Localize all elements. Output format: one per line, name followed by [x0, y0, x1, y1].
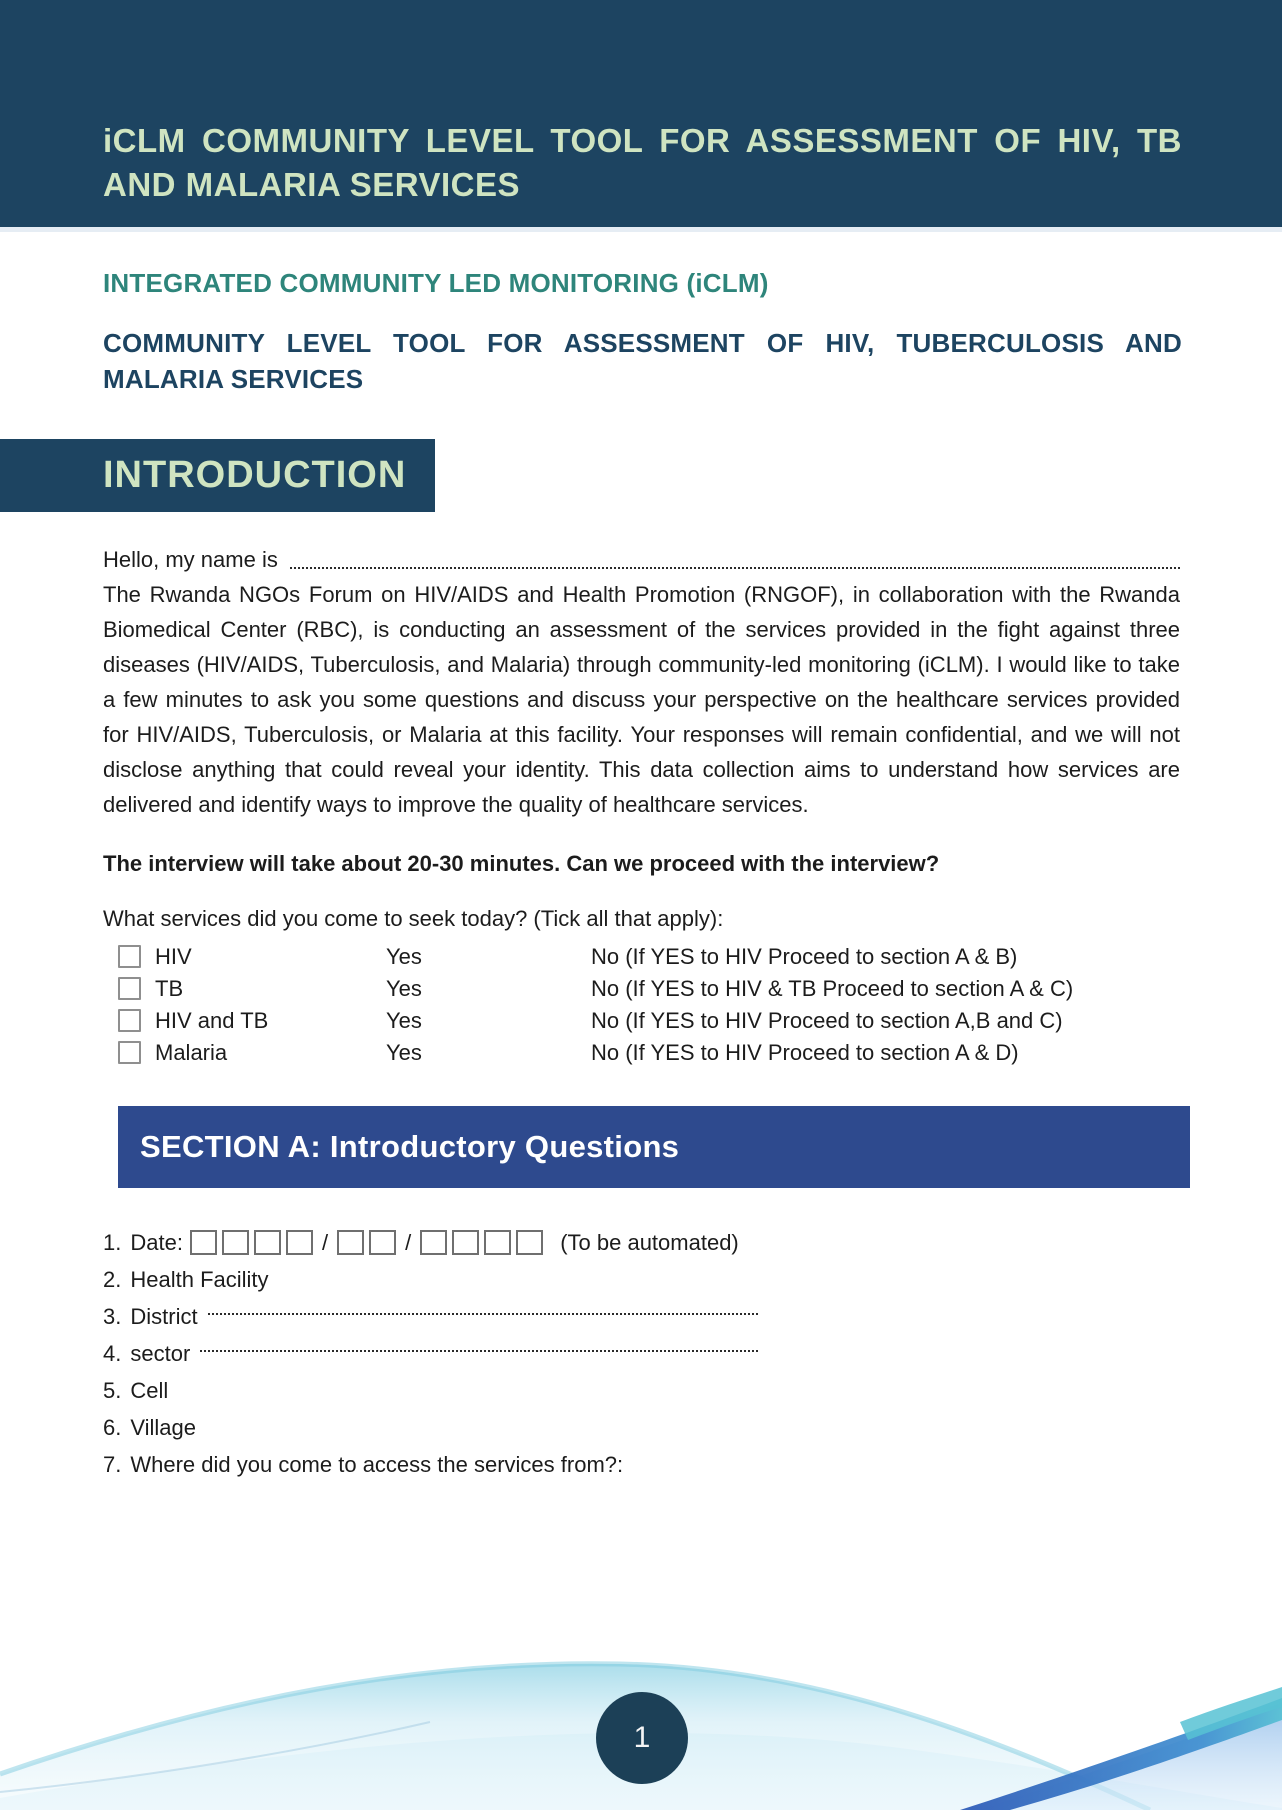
page-number-badge [596, 1692, 688, 1784]
date-box[interactable] [337, 1230, 364, 1255]
date-box[interactable] [254, 1230, 281, 1255]
service-row-malaria [103, 1036, 1180, 1068]
question-cell: 5. Cell [103, 1377, 169, 1403]
introduction-body [103, 542, 1180, 1068]
question-date: 1. Date: / / (To be automated) [103, 1229, 739, 1255]
service-label: TB [155, 975, 184, 1001]
subtitle-program: INTEGRATED COMMUNITY LED MONITORING (iCLM) [103, 268, 769, 298]
salutation-text: Hello, my name is [103, 547, 278, 572]
date-box[interactable] [222, 1230, 249, 1255]
date-box[interactable] [420, 1230, 447, 1255]
service-label: HIV and TB [155, 1007, 269, 1033]
service-yes: Yes [386, 975, 422, 1001]
question-health-facility: 2. Health Facility [103, 1266, 269, 1292]
service-row-hiv [103, 940, 1180, 972]
service-row-hiv-and-tb [103, 1004, 1180, 1036]
question-district: 3. District [103, 1298, 758, 1335]
date-box[interactable] [190, 1230, 217, 1255]
section-a-question-list [103, 1224, 1180, 1483]
service-label: HIV [155, 943, 192, 969]
question-sector: 4. sector [103, 1335, 758, 1372]
tb-checkbox[interactable] [118, 977, 141, 1000]
hiv-checkbox[interactable] [118, 945, 141, 968]
malaria-checkbox[interactable] [118, 1041, 141, 1064]
date-box[interactable] [484, 1230, 511, 1255]
section-a-heading-band [118, 1106, 1190, 1188]
services-prompt: What services did you come to seek today? (Tick all that apply): [103, 906, 724, 931]
date-month-boxes [337, 1230, 396, 1255]
service-yes: Yes [386, 1039, 422, 1065]
salutation-line [103, 542, 1180, 577]
date-automated-note: (To be automated) [560, 1229, 739, 1255]
date-box[interactable] [369, 1230, 396, 1255]
introduction-heading: INTRODUCTION [103, 454, 407, 496]
document-header [0, 0, 1282, 232]
page-number: 1 [633, 1721, 651, 1754]
date-year-boxes [420, 1230, 543, 1255]
question-access-location: 7. Where did you come to access the services from?: [103, 1451, 624, 1477]
hiv-and-tb-checkbox[interactable] [118, 1009, 141, 1032]
district-fill-dotted-line [208, 1313, 758, 1315]
date-box[interactable] [286, 1230, 313, 1255]
service-no: No (If YES to HIV Proceed to section A,B and C) [591, 1007, 1063, 1033]
date-day-boxes [190, 1230, 313, 1255]
service-options-list [103, 940, 1180, 1068]
section-a-heading: SECTION A: Introductory Questions [140, 1129, 680, 1164]
service-yes: Yes [386, 1007, 422, 1033]
introduction-paragraph: The Rwanda NGOs Forum on HIV/AIDS and Health Promotion (RNGOF), in collaboration with the Rwanda Biomedical Center (RBC), is conducting an assessment of the services provided in the fight against three diseases (HIV/AIDS, Tuberculosis, and Malaria) through community-led monitoring (iCLM). I would like to take a few minutes to ask you some questions and discuss your perspective on the healthcare services provided for HIV/AIDS, Tuberculosis, or Malaria at this facility. Your responses will remain confidential, and we will not disclose anything that could reveal your identity. This data collection aims to understand how services are delivered and identify ways to improve the quality of healthcare services. [103, 582, 1180, 817]
service-no: No (If YES to HIV Proceed to section A & D) [591, 1039, 1019, 1065]
date-separator: / [321, 1229, 329, 1255]
service-no: No (If YES to HIV & TB Proceed to section A & C) [591, 975, 1074, 1001]
date-box[interactable] [452, 1230, 479, 1255]
subtitle-tool: COMMUNITY LEVEL TOOL FOR ASSESSMENT OF HIV, TUBERCULOSIS AND MALARIA SERVICES [103, 328, 1182, 394]
name-fill-dotted-line [290, 542, 1180, 569]
service-label: Malaria [155, 1039, 228, 1065]
question-village: 6. Village [103, 1414, 197, 1440]
introduction-heading-band [0, 439, 435, 512]
service-yes: Yes [386, 943, 422, 969]
date-separator: / [405, 1229, 412, 1255]
service-row-tb [103, 972, 1180, 1004]
document-title: iCLM COMMUNITY LEVEL TOOL FOR ASSESSMENT OF HIV, TB AND MALARIA SERVICES [103, 122, 1182, 203]
sector-fill-dotted-line [200, 1350, 758, 1352]
interview-consent-question: The interview will take about 20-30 minutes. Can we proceed with the interview? [103, 851, 940, 876]
date-box[interactable] [516, 1230, 543, 1255]
service-no: No (If YES to HIV Proceed to section A & B) [591, 943, 1018, 969]
